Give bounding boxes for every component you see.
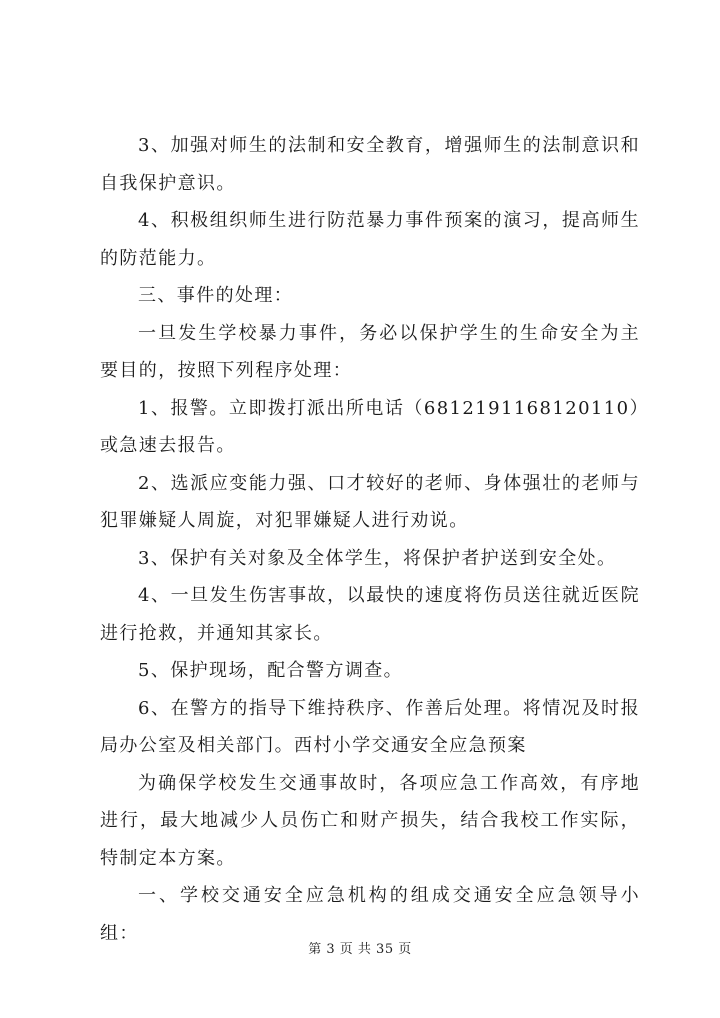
paragraph-7: 3、保护有关对象及全体学生，将保护者护送到安全处。 — [138, 547, 617, 569]
paragraph-4: 一旦发生学校暴力事件，务必以保护学生的生命安全为主要目的，按照下列程序处理： — [100, 322, 640, 381]
section-heading-12: 一、学校交通安全应急机构的组成交通安全应急领导小组： — [100, 885, 640, 944]
paragraph-8: 4、一旦发生伤害事故，以最快的速度将伤员送往就近医院进行抢救，并通知其家长。 — [100, 585, 640, 644]
section-heading-3: 三、事件的处理： — [138, 285, 294, 306]
paragraph-5: 1、报警。立即拨打派出所电话（6812191168120110）或急速去报告。 — [100, 397, 640, 456]
paragraph-6: 2、选派应变能力强、口才较好的老师、身体强壮的老师与犯罪嫌疑人周旋，对犯罪嫌疑人进行劝说。 — [100, 472, 640, 531]
paragraph-11: 为确保学校发生交通事故时，各项应急工作高效，有序地进行，最大地减少人员伤亡和财产损失，结合我校工作实际，特制定本方案。 — [100, 772, 640, 869]
paragraph-1: 3、加强对师生的法制和安全教育，增强师生的法制意识和自我保护意识。 — [100, 135, 640, 194]
paragraph-10: 6、在警方的指导下维持秩序、作善后处理。将情况及时报局办公室及相关部门。西村小学交通安全应急预案 — [100, 697, 640, 756]
document-body — [100, 127, 640, 952]
paragraph-9: 5、保护现场，配合警方调查。 — [138, 660, 404, 681]
paragraph-2: 4、积极组织师生进行防范暴力事件预案的演习，提高师生的防范能力。 — [100, 210, 640, 269]
page-number-footer: 第 3 页 共 35 页 — [308, 942, 412, 957]
